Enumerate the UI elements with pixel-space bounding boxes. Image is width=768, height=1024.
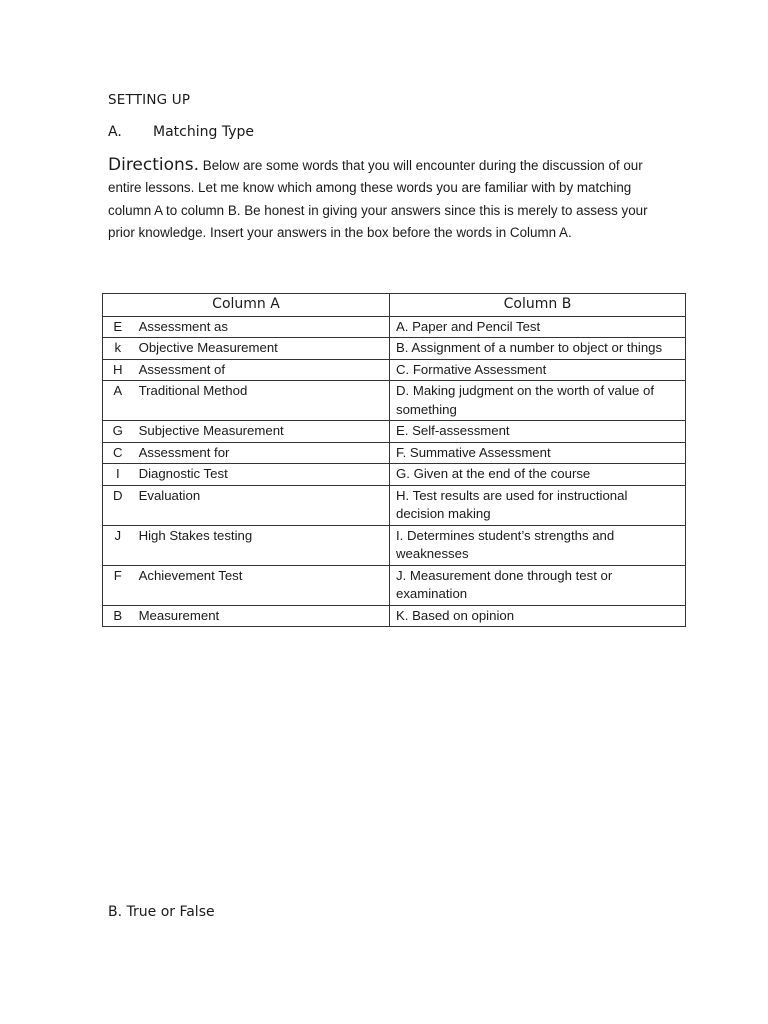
answer-box[interactable]: J [103, 525, 133, 565]
column-b-definition: F. Summative Assessment [390, 442, 686, 464]
directions-lead: Directions. [108, 155, 200, 175]
table-row [103, 359, 686, 381]
column-a-term: Assessment of [133, 359, 390, 381]
table-row [103, 381, 686, 421]
column-b-definition: C. Formative Assessment [390, 359, 686, 381]
column-a-term: Measurement [133, 605, 390, 627]
column-a-term: Diagnostic Test [133, 464, 390, 486]
answer-box[interactable]: H [103, 359, 133, 381]
column-a-term: High Stakes testing [133, 525, 390, 565]
table-row [103, 525, 686, 565]
part-b-heading: B. True or False [108, 904, 215, 920]
part-a-number: A. [108, 124, 122, 140]
column-b-definition: E. Self-assessment [390, 421, 686, 443]
directions-text: Below are some words that you will encounter during the discussion of our entire lessons. Let me know which among these words you are familiar with by matching column A to column B. Be honest in giving your answers since this is merely to assess your prior knowledge. Insert your answers in the box before the words in Column A. [108, 158, 648, 240]
answer-box[interactable]: G [103, 421, 133, 443]
column-a-term: Assessment for [133, 442, 390, 464]
answer-box[interactable]: I [103, 464, 133, 486]
table-row [103, 338, 686, 360]
answer-box[interactable]: k [103, 338, 133, 360]
column-b-header: Column B [390, 294, 686, 317]
directions-paragraph [108, 154, 673, 244]
column-a-term: Traditional Method [133, 381, 390, 421]
column-b-definition: H. Test results are used for instructional decision making [390, 485, 686, 525]
section-title: SETTING UP [108, 92, 191, 108]
table-row [103, 421, 686, 443]
table-header-row [103, 294, 686, 317]
answer-box[interactable]: C [103, 442, 133, 464]
column-b-definition: A. Paper and Pencil Test [390, 316, 686, 338]
part-a-heading [108, 124, 254, 140]
matching-table [102, 293, 686, 627]
table-row [103, 442, 686, 464]
table-row [103, 485, 686, 525]
column-b-definition: J. Measurement done through test or examination [390, 565, 686, 605]
column-a-term: Assessment as [133, 316, 390, 338]
part-a-title: Matching Type [153, 124, 254, 140]
answer-box[interactable]: B [103, 605, 133, 627]
answer-box[interactable]: E [103, 316, 133, 338]
table-row [103, 464, 686, 486]
answer-box[interactable]: A [103, 381, 133, 421]
column-a-term: Subjective Measurement [133, 421, 390, 443]
answer-box[interactable]: D [103, 485, 133, 525]
column-b-definition: I. Determines student’s strengths and weaknesses [390, 525, 686, 565]
table-row [103, 605, 686, 627]
table-row [103, 565, 686, 605]
table-body [103, 316, 686, 627]
column-b-definition: K. Based on opinion [390, 605, 686, 627]
answer-box[interactable]: F [103, 565, 133, 605]
column-b-definition: B. Assignment of a number to object or things [390, 338, 686, 360]
table-row [103, 316, 686, 338]
column-a-term: Objective Measurement [133, 338, 390, 360]
column-b-definition: G. Given at the end of the course [390, 464, 686, 486]
column-b-definition: D. Making judgment on the worth of value of something [390, 381, 686, 421]
column-a-term: Evaluation [133, 485, 390, 525]
column-a-header: Column A [103, 294, 390, 317]
column-a-term: Achievement Test [133, 565, 390, 605]
